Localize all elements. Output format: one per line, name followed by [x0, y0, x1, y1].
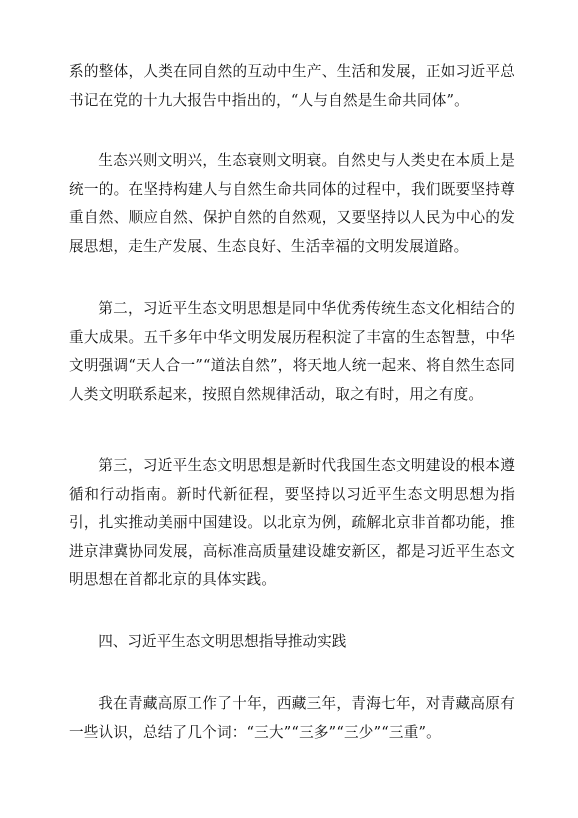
- paragraph-qinghai-tibet: 我在青藏高原工作了十年，西藏三年，青海七年，对青藏高原有一些认识，总结了几个词：“三大”“三多”“三少”“三重”。: [69, 695, 515, 741]
- section-heading: 四、习近平生态文明思想指导推动实践: [98, 633, 347, 650]
- paragraph-third-point: 第三，习近平生态文明思想是新时代我国生态文明建设的根本遵循和行动指南。新时代新征程，要坚持以习近平生态文明思想为指引，扎实推动美丽中国建设。以北京为例，疏解北京非首都功能，推进京津冀协同发展，高标准高质量建设雄安新区，都是习近平生态文明思想在首都北京的具体实践。: [69, 457, 515, 589]
- paragraph-continuation: 系的整体，人类在同自然的互动中生产、生活和发展，正如习近平总书记在党的十九大报告中指出的，“人与自然是生命共同体”。: [69, 63, 515, 109]
- paragraph-second-point: 第二，习近平生态文明思想是同中华优秀传统生态文化相结合的重大成果。五千多年中华文明发展历程积淀了丰富的生态智慧，中华文明强调“天人合一”“道法自然”，将天地人统一起来、将自然生态同人类文明联系起来，按照自然规律活动，取之有时，用之有度。: [69, 300, 515, 403]
- paragraph-ecology: 生态兴则文明兴，生态衰则文明衰。自然史与人类史在本质上是统一的。在坚持构建人与自然生命共同体的过程中，我们既要坚持尊重自然、顺应自然、保护自然的自然观，又要坚持以人民为中心的发展思想，走生产发展、生态良好、生活幸福的文明发展道路。: [69, 152, 515, 255]
